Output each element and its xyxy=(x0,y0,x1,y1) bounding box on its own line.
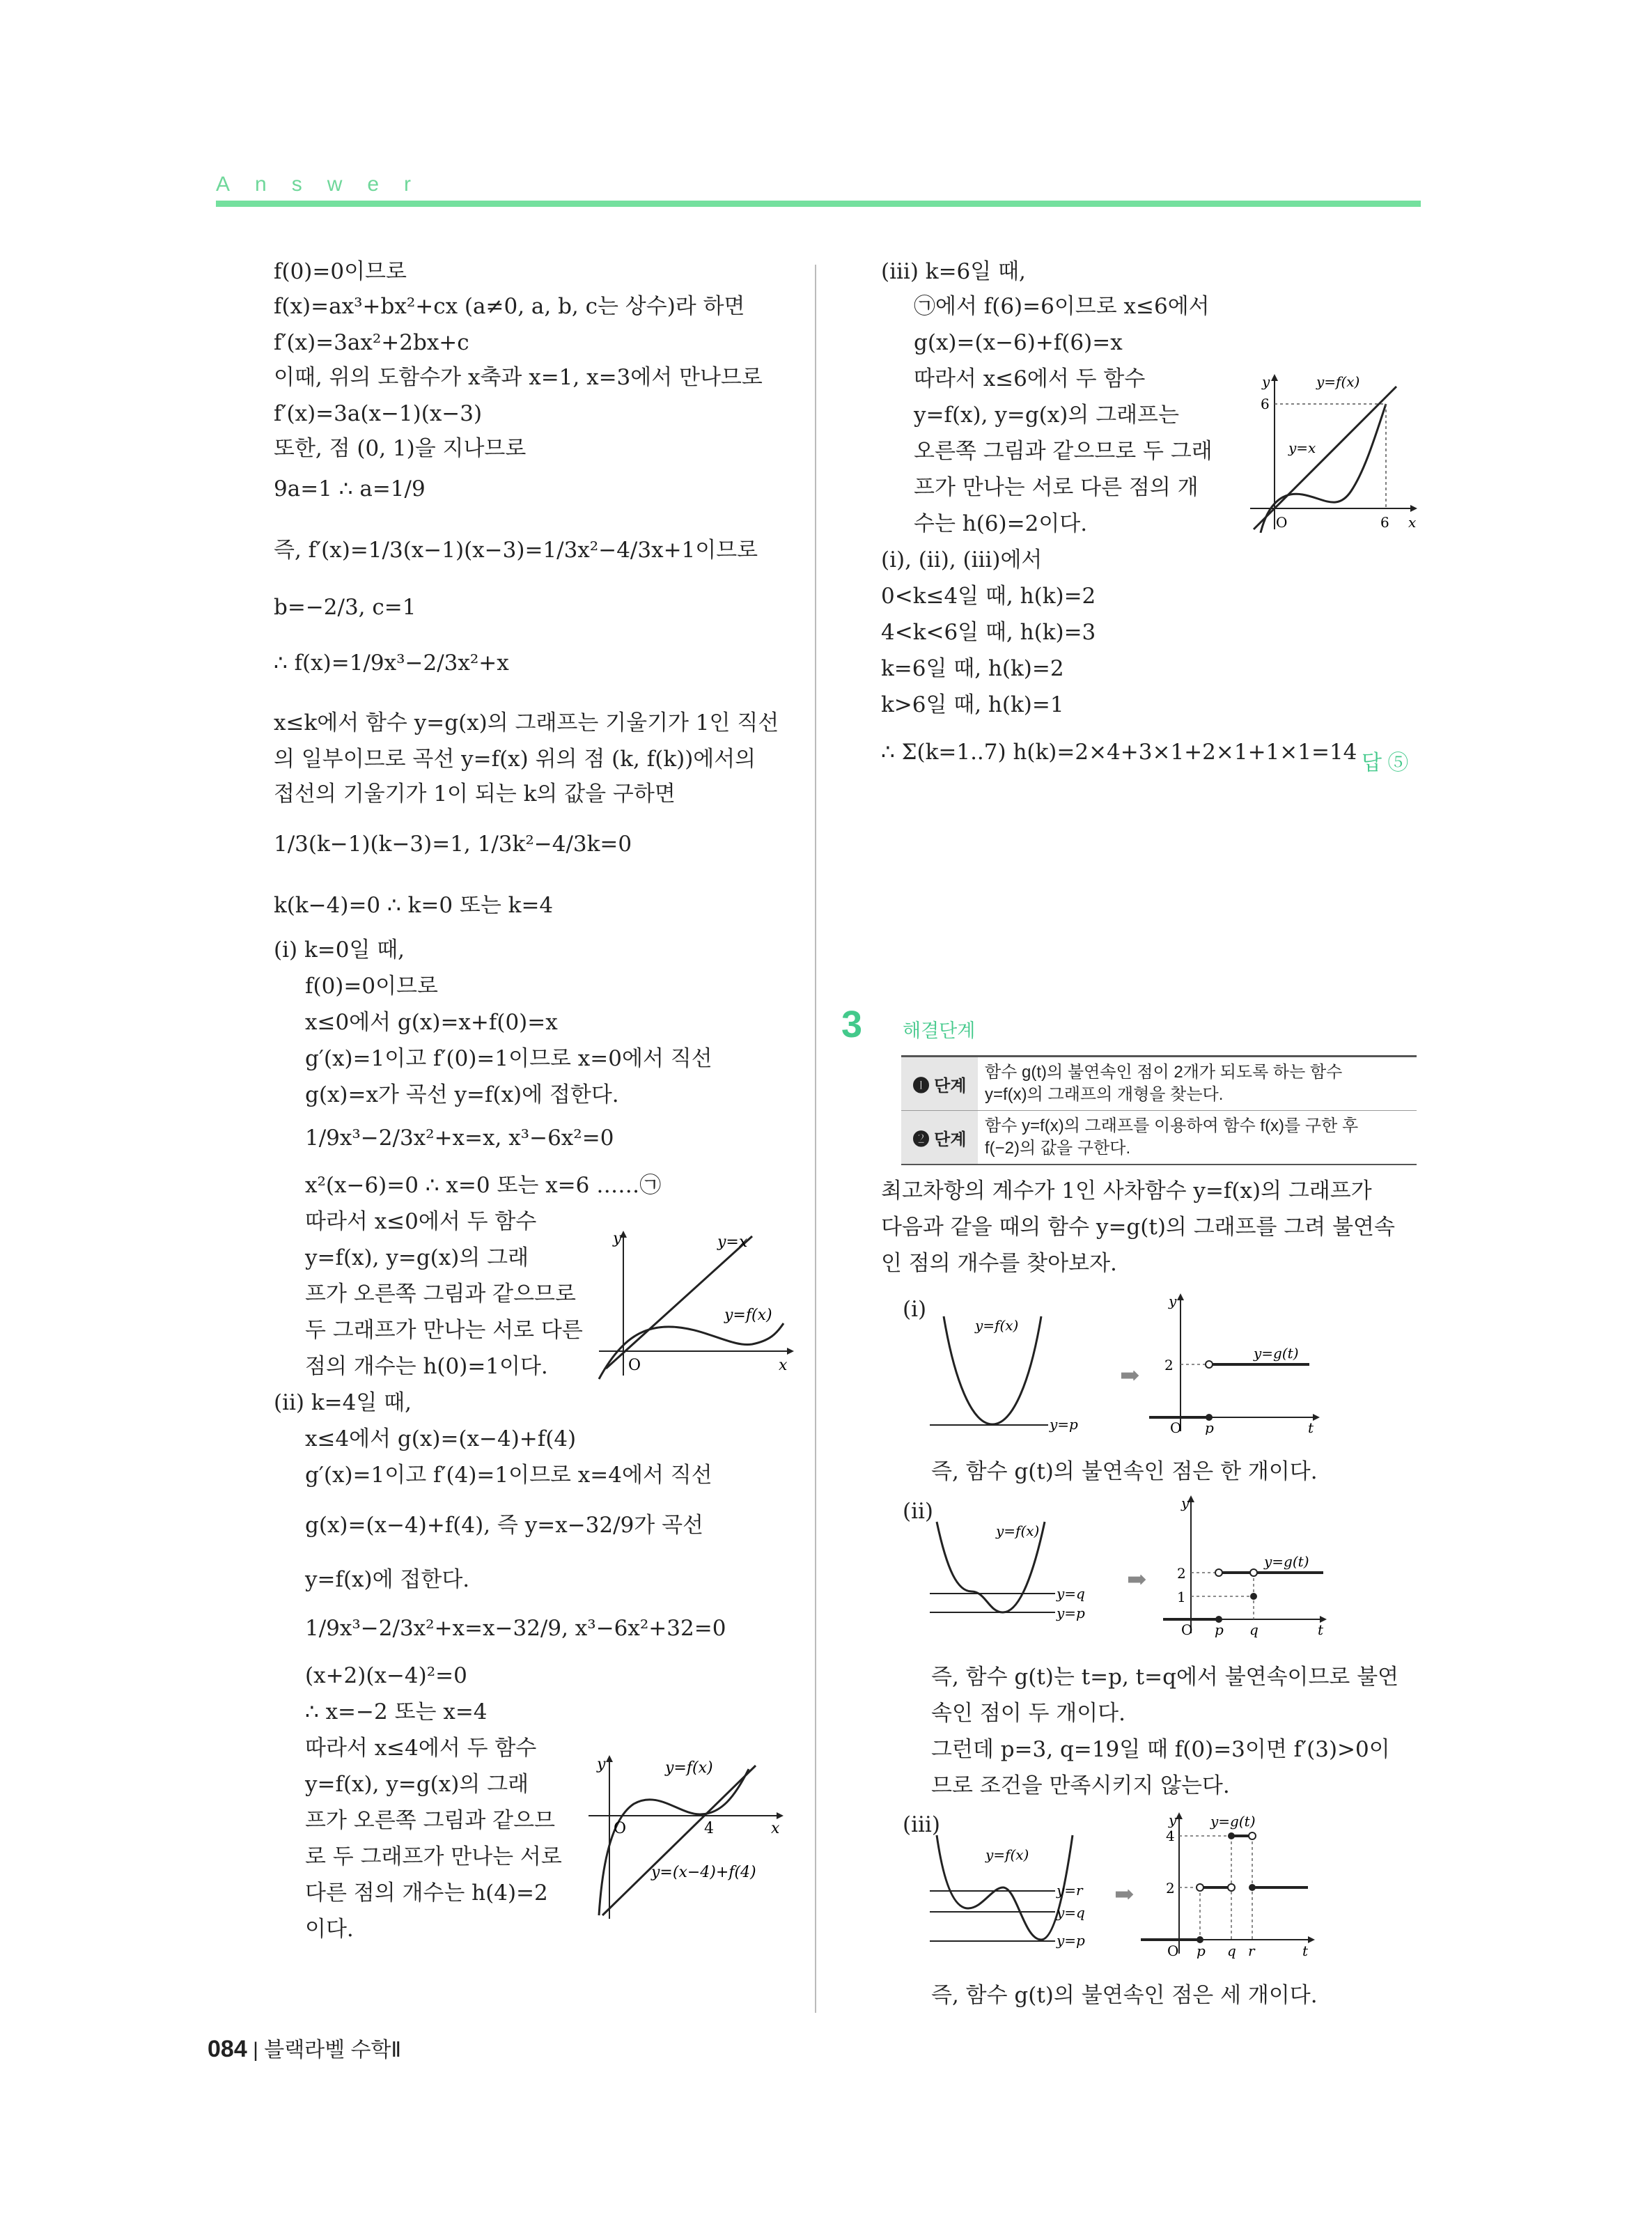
section-title: 해결단계 xyxy=(903,1020,976,1041)
left-line-13: 1/3(k−1)(k−3)=1, 1/3k²−4/3k=0 xyxy=(274,832,632,857)
left-line-8: b=−2/3, c=1 xyxy=(274,595,416,620)
case1-text: 즉, 함수 g(t)의 불연속인 점은 한 개이다. xyxy=(931,1459,1318,1484)
case2-two: 2 xyxy=(1177,1565,1186,1582)
right-line-2: g(x)=(x−6)+f(6)=x xyxy=(914,330,1123,355)
fig1-line-label: y=x xyxy=(717,1233,748,1251)
case3-r-line: y=r xyxy=(1057,1882,1083,1899)
right-line-6: 프가 만나는 서로 다른 점의 개 xyxy=(914,475,1199,500)
page-number: 084 xyxy=(208,2036,247,2062)
step-row-1 xyxy=(901,1057,1417,1111)
left-line-25: 두 그래프가 만나는 서로 다른 xyxy=(305,1318,583,1343)
left-line-34: ∴ x=−2 또는 x=4 xyxy=(305,1699,488,1724)
header-rule xyxy=(216,201,1421,207)
fig2-curve-label: y=f(x) xyxy=(665,1759,713,1777)
fig2-four: 4 xyxy=(704,1820,714,1837)
case3-curve-label: y=f(x) xyxy=(985,1846,1029,1863)
step-tag-2: ❷ 단계 xyxy=(901,1111,978,1164)
step-text-1b: y=f(x)의 그래프의 개형을 찾는다. xyxy=(985,1085,1224,1104)
step-text-1 xyxy=(978,1057,1417,1110)
case2-one: 1 xyxy=(1177,1589,1186,1605)
case2-label: (ⅱ) xyxy=(903,1499,934,1524)
fig1-x: x xyxy=(779,1357,788,1374)
left-line-22: 따라서 x≤0에서 두 함수 xyxy=(305,1209,537,1234)
case2-t: t xyxy=(1318,1621,1324,1638)
step-text-2b: f(−2)의 값을 구한다. xyxy=(985,1139,1131,1158)
left-line-7: 즉, f′(x)=1/3(x−1)(x−3)=1/3x²−4/3x+1이므로 xyxy=(274,538,758,563)
steps-table xyxy=(901,1055,1417,1165)
fig2-origin: O xyxy=(614,1820,627,1837)
case1-origin: O xyxy=(1170,1419,1182,1435)
case3-two: 2 xyxy=(1166,1880,1175,1897)
book-title: 블랙라벨 수학Ⅱ xyxy=(264,2039,402,2062)
case2-p-line: y=p xyxy=(1057,1605,1085,1621)
left-line-23: y=f(x), y=g(x)의 그래 xyxy=(305,1245,529,1270)
section-number: 3 xyxy=(841,1004,863,1045)
left-line-0: f(0)=0이므로 xyxy=(274,259,407,284)
case1-p: p xyxy=(1205,1419,1214,1435)
left-line-38: 로 두 그래프가 만나는 서로 xyxy=(305,1844,562,1869)
case3-arrow: ➡ xyxy=(1114,1880,1135,1908)
figure-k4 xyxy=(582,1755,790,1922)
left-line-27: (ⅱ) k=4일 때, xyxy=(274,1390,412,1415)
right-line-5: 오른쪽 그림과 같으므로 두 그래 xyxy=(914,439,1213,464)
case1-g-graph xyxy=(1149,1292,1323,1435)
case3-origin: O xyxy=(1167,1942,1179,1959)
case3-p: p xyxy=(1197,1942,1206,1959)
left-line-1: f(x)=ax³+bx²+cx (a≠0, a, b, c는 상수)라 하면 xyxy=(274,294,745,319)
left-line-9: ∴ f(x)=1/9x³−2/3x²+x xyxy=(274,651,509,676)
right-line-3: 따라서 x≤6에서 두 함수 xyxy=(914,366,1146,391)
case1-fx-graph xyxy=(930,1309,1097,1435)
column-divider xyxy=(815,265,816,2013)
left-line-20: 1/9x³−2/3x²+x=x, x³−6x²=0 xyxy=(305,1126,614,1151)
case3-four: 4 xyxy=(1166,1828,1175,1844)
case3-q-line: y=q xyxy=(1057,1904,1085,1921)
right-line-8: (ⅰ), (ⅱ), (ⅲ)에서 xyxy=(881,547,1043,573)
fig2-x: x xyxy=(771,1820,780,1837)
case1-label: (ⅰ) xyxy=(903,1297,927,1322)
fig3-origin: O xyxy=(1276,514,1288,531)
left-line-19: g(x)=x가 곡선 y=f(x)에 접한다. xyxy=(305,1082,619,1107)
left-line-15: (ⅰ) k=0일 때, xyxy=(274,937,405,963)
left-line-17: x≤0에서 g(x)=x+f(0)=x xyxy=(305,1010,558,1035)
left-line-16: f(0)=0이므로 xyxy=(305,974,438,999)
left-line-28: x≤4에서 g(x)=(x−4)+f(4) xyxy=(305,1426,577,1451)
fig1-origin: O xyxy=(628,1357,641,1374)
left-line-33: (x+2)(x−4)²=0 xyxy=(305,1663,467,1688)
case2-text1: 즉, 함수 g(t)는 t=p, t=q에서 불연속이므로 불연 xyxy=(931,1665,1399,1690)
left-line-36: y=f(x), y=g(x)의 그래 xyxy=(305,1772,529,1797)
case1-two: 2 xyxy=(1164,1357,1174,1373)
case1-g-label: y=g(t) xyxy=(1254,1345,1299,1362)
right-line-4: y=f(x), y=g(x)의 그래프는 xyxy=(914,403,1179,428)
left-line-11: 의 일부이므로 곡선 y=f(x) 위의 점 (k, f(k))에서의 xyxy=(274,747,756,772)
fig3-line-label: y=x xyxy=(1288,439,1316,456)
left-line-24: 프가 오른쪽 그림과 같으므로 xyxy=(305,1282,576,1307)
case3-q: q xyxy=(1227,1942,1236,1959)
page-footer xyxy=(208,2032,401,2063)
case3-t: t xyxy=(1302,1942,1309,1959)
left-line-3: 이때, 위의 도함수가 x축과 x=1, x=3에서 만나므로 xyxy=(274,365,763,390)
left-line-31: y=f(x)에 접한다. xyxy=(305,1567,470,1592)
case3-text: 즉, 함수 g(t)의 불연속인 점은 세 개이다. xyxy=(931,1983,1318,2008)
case2-arrow: ➡ xyxy=(1127,1566,1147,1594)
case2-q: q xyxy=(1249,1621,1259,1638)
left-line-26: 점의 개수는 h(0)=1이다. xyxy=(305,1354,548,1379)
left-line-40: 이다. xyxy=(305,1917,354,1942)
case3-r: r xyxy=(1248,1942,1255,1959)
step-text-2a: 함수 y=f(x)의 그래프를 이용하여 함수 f(x)를 구한 후 xyxy=(985,1116,1359,1135)
right-mid-line-1: 다음과 같을 때의 함수 y=g(t)의 그래프를 그려 불연속 xyxy=(881,1215,1395,1240)
case2-fx-graph xyxy=(930,1515,1111,1640)
right-line-10: 4<k<6일 때, h(k)=3 xyxy=(881,620,1096,645)
left-line-39: 다른 점의 개수는 h(4)=2 xyxy=(305,1880,548,1906)
case1-arrow: ➡ xyxy=(1120,1362,1140,1389)
case2-g-graph xyxy=(1163,1494,1337,1640)
case3-label: (ⅲ) xyxy=(903,1812,940,1837)
right-mid-line-2: 인 점의 개수를 찾아보자. xyxy=(881,1251,1117,1276)
right-line-9: 0<k≤4일 때, h(k)=2 xyxy=(881,584,1096,609)
right-mid-line-0: 최고차항의 계수가 1인 사차함수 y=f(x)의 그래프가 xyxy=(881,1178,1372,1204)
case2-text2: 속인 점이 두 개이다. xyxy=(931,1701,1125,1726)
left-line-21: x²(x−6)=0 ∴ x=0 또는 x=6 ……㉠ xyxy=(305,1173,662,1198)
case2-origin: O xyxy=(1181,1621,1193,1638)
header-answer-label: Answer xyxy=(216,173,437,196)
figure-k6 xyxy=(1247,373,1421,533)
left-line-30: g(x)=(x−4)+f(4), 즉 y=x−32/9가 곡선 xyxy=(305,1513,703,1538)
fig3-six-y: 6 xyxy=(1261,396,1270,412)
fig3-six-x: 6 xyxy=(1380,514,1389,531)
fig1-curve-label: y=f(x) xyxy=(724,1307,772,1324)
right-line-7: 수는 h(6)=2이다. xyxy=(914,511,1088,536)
left-line-10: x≤k에서 함수 y=g(x)의 그래프는 기울기가 1인 직선 xyxy=(274,710,779,735)
case3-g-label: y=g(t) xyxy=(1210,1813,1256,1830)
step-text-2 xyxy=(978,1111,1417,1164)
right-line-11: k=6일 때, h(k)=2 xyxy=(881,656,1064,681)
case1-p-line: y=p xyxy=(1050,1416,1078,1433)
left-line-2: f′(x)=3ax²+2bx+c xyxy=(274,330,469,355)
left-line-35: 따라서 x≤4에서 두 함수 xyxy=(305,1736,537,1761)
case2-text4: 므로 조건을 만족시키지 않는다. xyxy=(931,1773,1230,1798)
right-line-0: (ⅲ) k=6일 때, xyxy=(881,259,1026,284)
step-text-1a: 함수 g(t)의 불연속인 점이 2개가 되도록 하는 함수 xyxy=(985,1063,1343,1082)
left-line-37: 프가 오른쪽 그림과 같으므 xyxy=(305,1808,555,1833)
left-line-29: g′(x)=1이고 f′(4)=1이므로 x=4에서 직선 xyxy=(305,1463,712,1488)
left-line-14: k(k−4)=0 ∴ k=0 또는 k=4 xyxy=(274,893,554,918)
fig1-y: y xyxy=(613,1230,622,1247)
right-line-12: k>6일 때, h(k)=1 xyxy=(881,692,1064,717)
case1-t: t xyxy=(1308,1419,1314,1435)
case2-curve-label: y=f(x) xyxy=(996,1523,1040,1539)
case3-y: y xyxy=(1169,1812,1177,1828)
case2-g-label: y=g(t) xyxy=(1264,1553,1309,1570)
right-line-1: ㉠에서 f(6)=6이므로 x≤6에서 xyxy=(914,294,1210,319)
right-line-13: ∴ Σ(k=1..7) h(k)=2×4+3×1+2×1+1×1=14 xyxy=(881,740,1357,765)
figure-k0 xyxy=(592,1229,794,1383)
left-line-32: 1/9x³−2/3x²+x=x−32/9, x³−6x²+32=0 xyxy=(305,1616,726,1641)
fig3-x: x xyxy=(1408,514,1417,531)
case2-p: p xyxy=(1215,1621,1224,1638)
answer-mark: 답 ⑤ xyxy=(1362,752,1409,774)
case2-q-line: y=q xyxy=(1057,1585,1085,1602)
case1-y: y xyxy=(1169,1293,1177,1309)
case2-text3: 그런데 p=3, q=19일 때 f(0)=3이면 f′(3)>0이 xyxy=(931,1737,1390,1762)
case1-curve-label: y=f(x) xyxy=(975,1317,1019,1334)
left-line-5: 또한, 점 (0, 1)을 지나므로 xyxy=(274,436,527,461)
left-line-4: f′(x)=3a(x−1)(x−3) xyxy=(274,401,483,426)
fig3-curve-label: y=f(x) xyxy=(1316,373,1360,390)
step-row-2 xyxy=(901,1111,1417,1164)
step-tag-1: ❶ 단계 xyxy=(901,1057,978,1110)
footer-sep: | xyxy=(253,2039,265,2062)
left-line-6: 9a=1 ∴ a=1/9 xyxy=(274,476,426,501)
fig3-y: y xyxy=(1262,373,1270,390)
case3-g-graph xyxy=(1141,1811,1329,1961)
left-line-18: g′(x)=1이고 f′(0)=1이므로 x=0에서 직선 xyxy=(305,1046,712,1071)
fig2-line-label: y=(x−4)+f(4) xyxy=(651,1864,756,1881)
case3-fx-graph xyxy=(930,1828,1114,1957)
left-line-12: 접선의 기울기가 1이 되는 k의 값을 구하면 xyxy=(274,781,676,807)
case3-p-line: y=p xyxy=(1057,1932,1085,1949)
fig2-y: y xyxy=(597,1756,606,1773)
case2-y: y xyxy=(1181,1495,1190,1511)
